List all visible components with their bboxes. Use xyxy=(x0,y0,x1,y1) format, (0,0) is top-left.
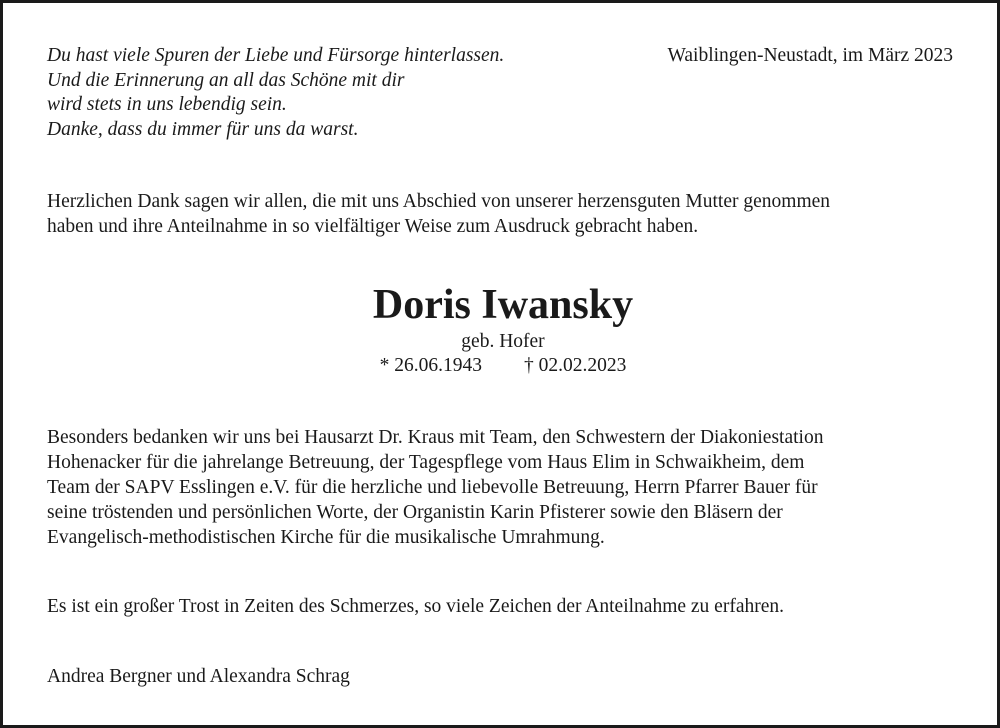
thanks-line: haben und ihre Anteilnahme in so vielfältiger Weise zum Ausdruck gebracht haben. xyxy=(47,216,699,237)
signature: Andrea Bergner und Alexandra Schrag xyxy=(47,666,350,687)
place-date: Waiblingen-Neustadt, im März 2023 xyxy=(667,45,953,66)
special-thanks-paragraph xyxy=(47,425,823,550)
special-thanks-line: seine tröstenden und persönlichen Worte, der Organistin Karin Pfisterer sowie den Bläsern der xyxy=(47,502,783,523)
poem-line: Danke, dass du immer für uns da warst. xyxy=(47,118,359,140)
life-dates xyxy=(3,354,1000,378)
special-thanks-line: Besonders bedanken wir uns bei Hausarzt Dr. Kraus mit Team, den Schwestern der Diakoniestation xyxy=(47,427,824,448)
maiden-name: geb. Hofer xyxy=(461,331,545,352)
poem-line: Du hast viele Spuren der Liebe und Fürsorge hinterlassen. xyxy=(47,45,505,66)
thanks-paragraph xyxy=(47,189,830,239)
poem-line: wird stets in uns lebendig sein. xyxy=(47,94,287,115)
special-thanks-line: Evangelisch-methodistischen Kirche für die musikalische Umrahmung. xyxy=(47,527,605,548)
special-thanks-line: Hohenacker für die jahrelange Betreuung, der Tagespflege vom Haus Elim in Schwaikheim, dem xyxy=(47,452,805,473)
poem xyxy=(47,44,504,142)
deceased-name: Doris Iwansky xyxy=(372,282,634,328)
thanks-line: Herzlichen Dank sagen wir allen, die mit uns Abschied von unserer herzensguten Mutter genommen xyxy=(47,191,831,212)
special-thanks-line: Team der SAPV Esslingen e.V. für die herzliche und liebevolle Betreuung, Herrn Pfarrer Bauer für xyxy=(47,477,818,498)
birth-date: * 26.06.1943 xyxy=(379,355,482,376)
poem-line: Und die Erinnerung an all das Schöne mit dir xyxy=(47,69,405,91)
death-date: † 02.02.2023 xyxy=(524,355,627,376)
comfort-paragraph: Es ist ein großer Trost in Zeiten des Schmerzes, so viele Zeichen der Anteilnahme zu erfahren. xyxy=(47,596,784,617)
